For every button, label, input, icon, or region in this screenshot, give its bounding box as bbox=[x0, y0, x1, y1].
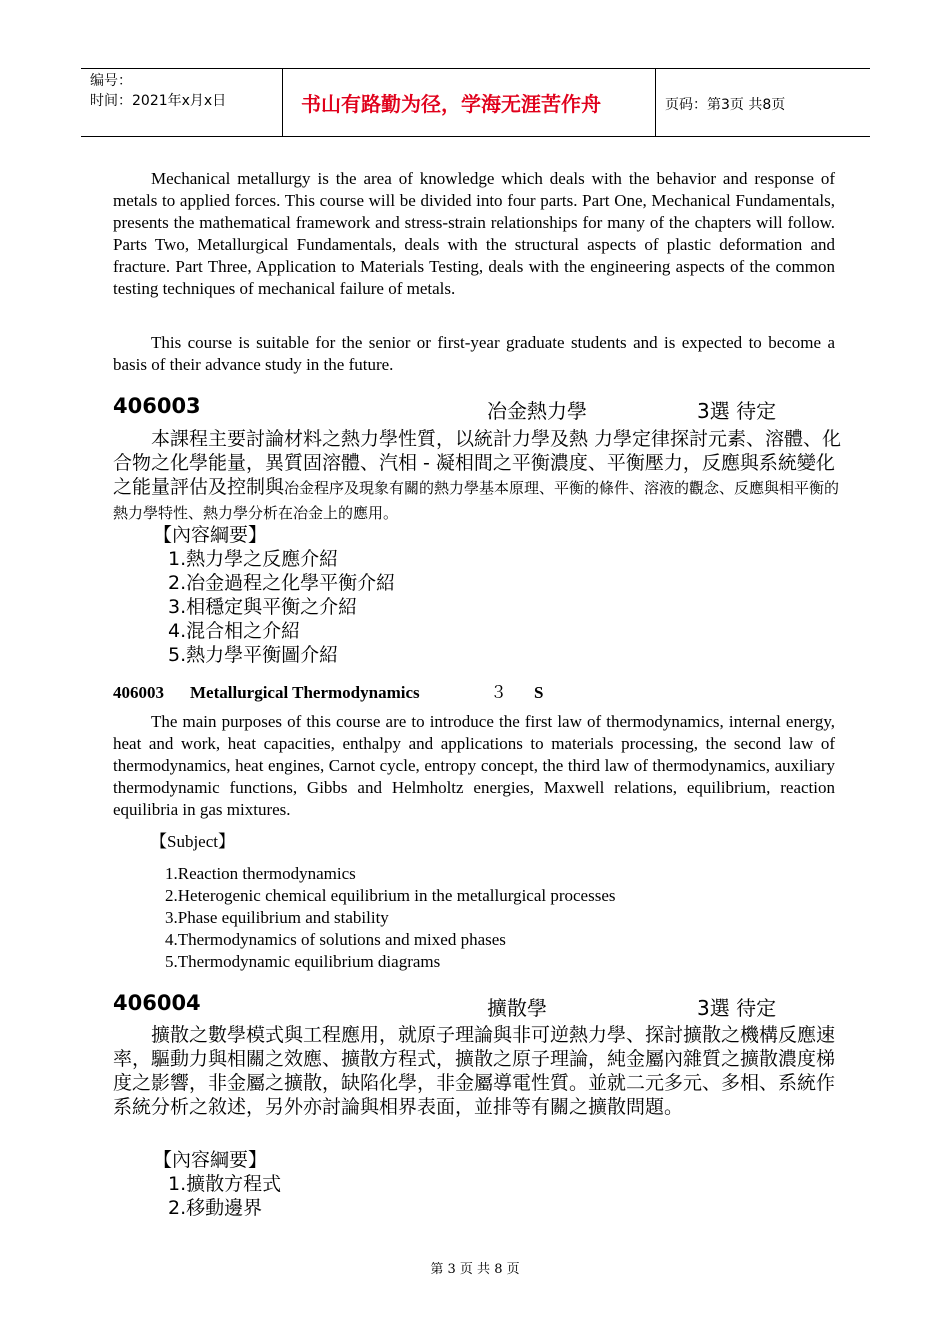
subject-label: 【Subject】 bbox=[150, 832, 235, 851]
subject-item: 1.Reaction thermodynamics bbox=[165, 864, 356, 883]
course2-outline-item: 1.擴散方程式 bbox=[168, 1173, 282, 1195]
intro-paragraph-2: This course is suitable for the senior or first-year graduate students and is expected to become a basis of their advance study in the future. bbox=[113, 333, 835, 374]
subject-item: 3.Phase equilibrium and stability bbox=[165, 908, 389, 927]
course-description-main: 本課程主要討論材料之熱力學性質，以統計力學及熱 力學定律探討元素、溶體、化合物之化學能量，異質固溶體、汽相 - 凝相間之平衡濃度、平衡壓力，反應與系統變化之能量評估及控制與 bbox=[113, 428, 842, 498]
course-en-type: S bbox=[534, 683, 544, 702]
header-page-label: 页码：第3页 共8页 bbox=[665, 97, 786, 113]
course2-outline-label: 【內容綱要】 bbox=[153, 1149, 268, 1171]
course-en-credits: ３ bbox=[490, 683, 507, 702]
course-en-description: The main purposes of this course are to introduce the first law of thermodynamics, internal energy, heat and work, heat capacities, enthalpy and applications to materials processing, the second law of thermodynamics, heat engines, Carnot cycle, entropy concept, the third law of thermodynamics, auxiliary thermodynamic functions, Gibbs and Helmholtz energies, Maxwell relations, equilibrium, reaction equilibria in gas mixtures. bbox=[113, 712, 835, 819]
course-code: 406003 bbox=[113, 394, 201, 418]
outline-item: 4.混合相之介紹 bbox=[168, 620, 301, 642]
outline-item: 2.冶金過程之化學平衡介紹 bbox=[168, 572, 396, 594]
course-en-title: Metallurgical Thermodynamics bbox=[190, 683, 420, 702]
page-footer: 第 3 页 共 8 页 bbox=[430, 1262, 520, 1277]
course2-outline-item: 2.移動邊界 bbox=[168, 1197, 263, 1219]
outline-item: 5.熱力學平衡圖介紹 bbox=[168, 644, 339, 666]
motto: 书山有路勤为径，学海无涯苦作舟 bbox=[301, 92, 601, 116]
subject-item: 5.Thermodynamic equilibrium diagrams bbox=[165, 952, 441, 971]
course2-credits: 3選 待定 bbox=[697, 996, 777, 1020]
outline-item: 1.熱力學之反應介紹 bbox=[168, 548, 339, 570]
outline-item: 3.相穩定與平衡之介紹 bbox=[168, 596, 358, 618]
header-meta-cell bbox=[81, 69, 283, 136]
course-description bbox=[113, 427, 853, 525]
outline-label: 【內容綱要】 bbox=[153, 524, 268, 546]
course2-code: 406004 bbox=[113, 991, 201, 1015]
serial-label: 编号： bbox=[90, 73, 132, 89]
header-table bbox=[81, 68, 870, 137]
course2-description bbox=[113, 1023, 838, 1119]
course2-title: 擴散學 bbox=[487, 996, 547, 1020]
header-page-cell bbox=[656, 69, 870, 136]
course-description-small: 冶金程序及現象有關的熱力學基本原理、平衡的條件、溶液的觀念、反應與相平衡的熱力學特性、熱力學分析在冶金上的應用。 bbox=[113, 479, 840, 522]
course-title: 冶金熱力學 bbox=[487, 399, 587, 423]
subject-item: 4.Thermodynamics of solutions and mixed phases bbox=[165, 930, 506, 949]
course2-description-text: 擴散之數學模式與工程應用，就原子理論與非可逆熱力學、探討擴散之機構反應速率，驅動力與相關之效應、擴散方程式，擴散之原子理論，純金屬內雜質之擴散濃度梯度之影響，非金屬之擴散，缺陷化學，非金屬導電性質。並就二元多元、多相、系統作系統分析之敘述，另外亦討論與相界表面，並排等有關之擴散問題。 bbox=[113, 1024, 836, 1118]
course-credits: 3選 待定 bbox=[697, 399, 777, 423]
header-motto-cell bbox=[283, 69, 656, 136]
subject-item: 2.Heterogenic chemical equilibrium in the metallurgical processes bbox=[165, 886, 616, 905]
date-label: 时间：2021年x月x日 bbox=[90, 93, 227, 109]
intro-paragraph-1: Mechanical metallurgy is the area of knowledge which deals with the behavior and response of metals to applied forces. This course will be divided into four parts. Part One, Mechanical Fundamentals, presents the mathematical framework and stress-strain relationships for many of the chapters will follow. Parts Two, Metallurgical Fundamentals, deals with the structural aspects of plastic deformation and fracture. Part Three, Application to Materials Testing, deals with the engineering aspects of the common testing techniques of mechanical failure of metals. bbox=[113, 169, 835, 298]
course-en-code: 406003 bbox=[113, 683, 164, 702]
